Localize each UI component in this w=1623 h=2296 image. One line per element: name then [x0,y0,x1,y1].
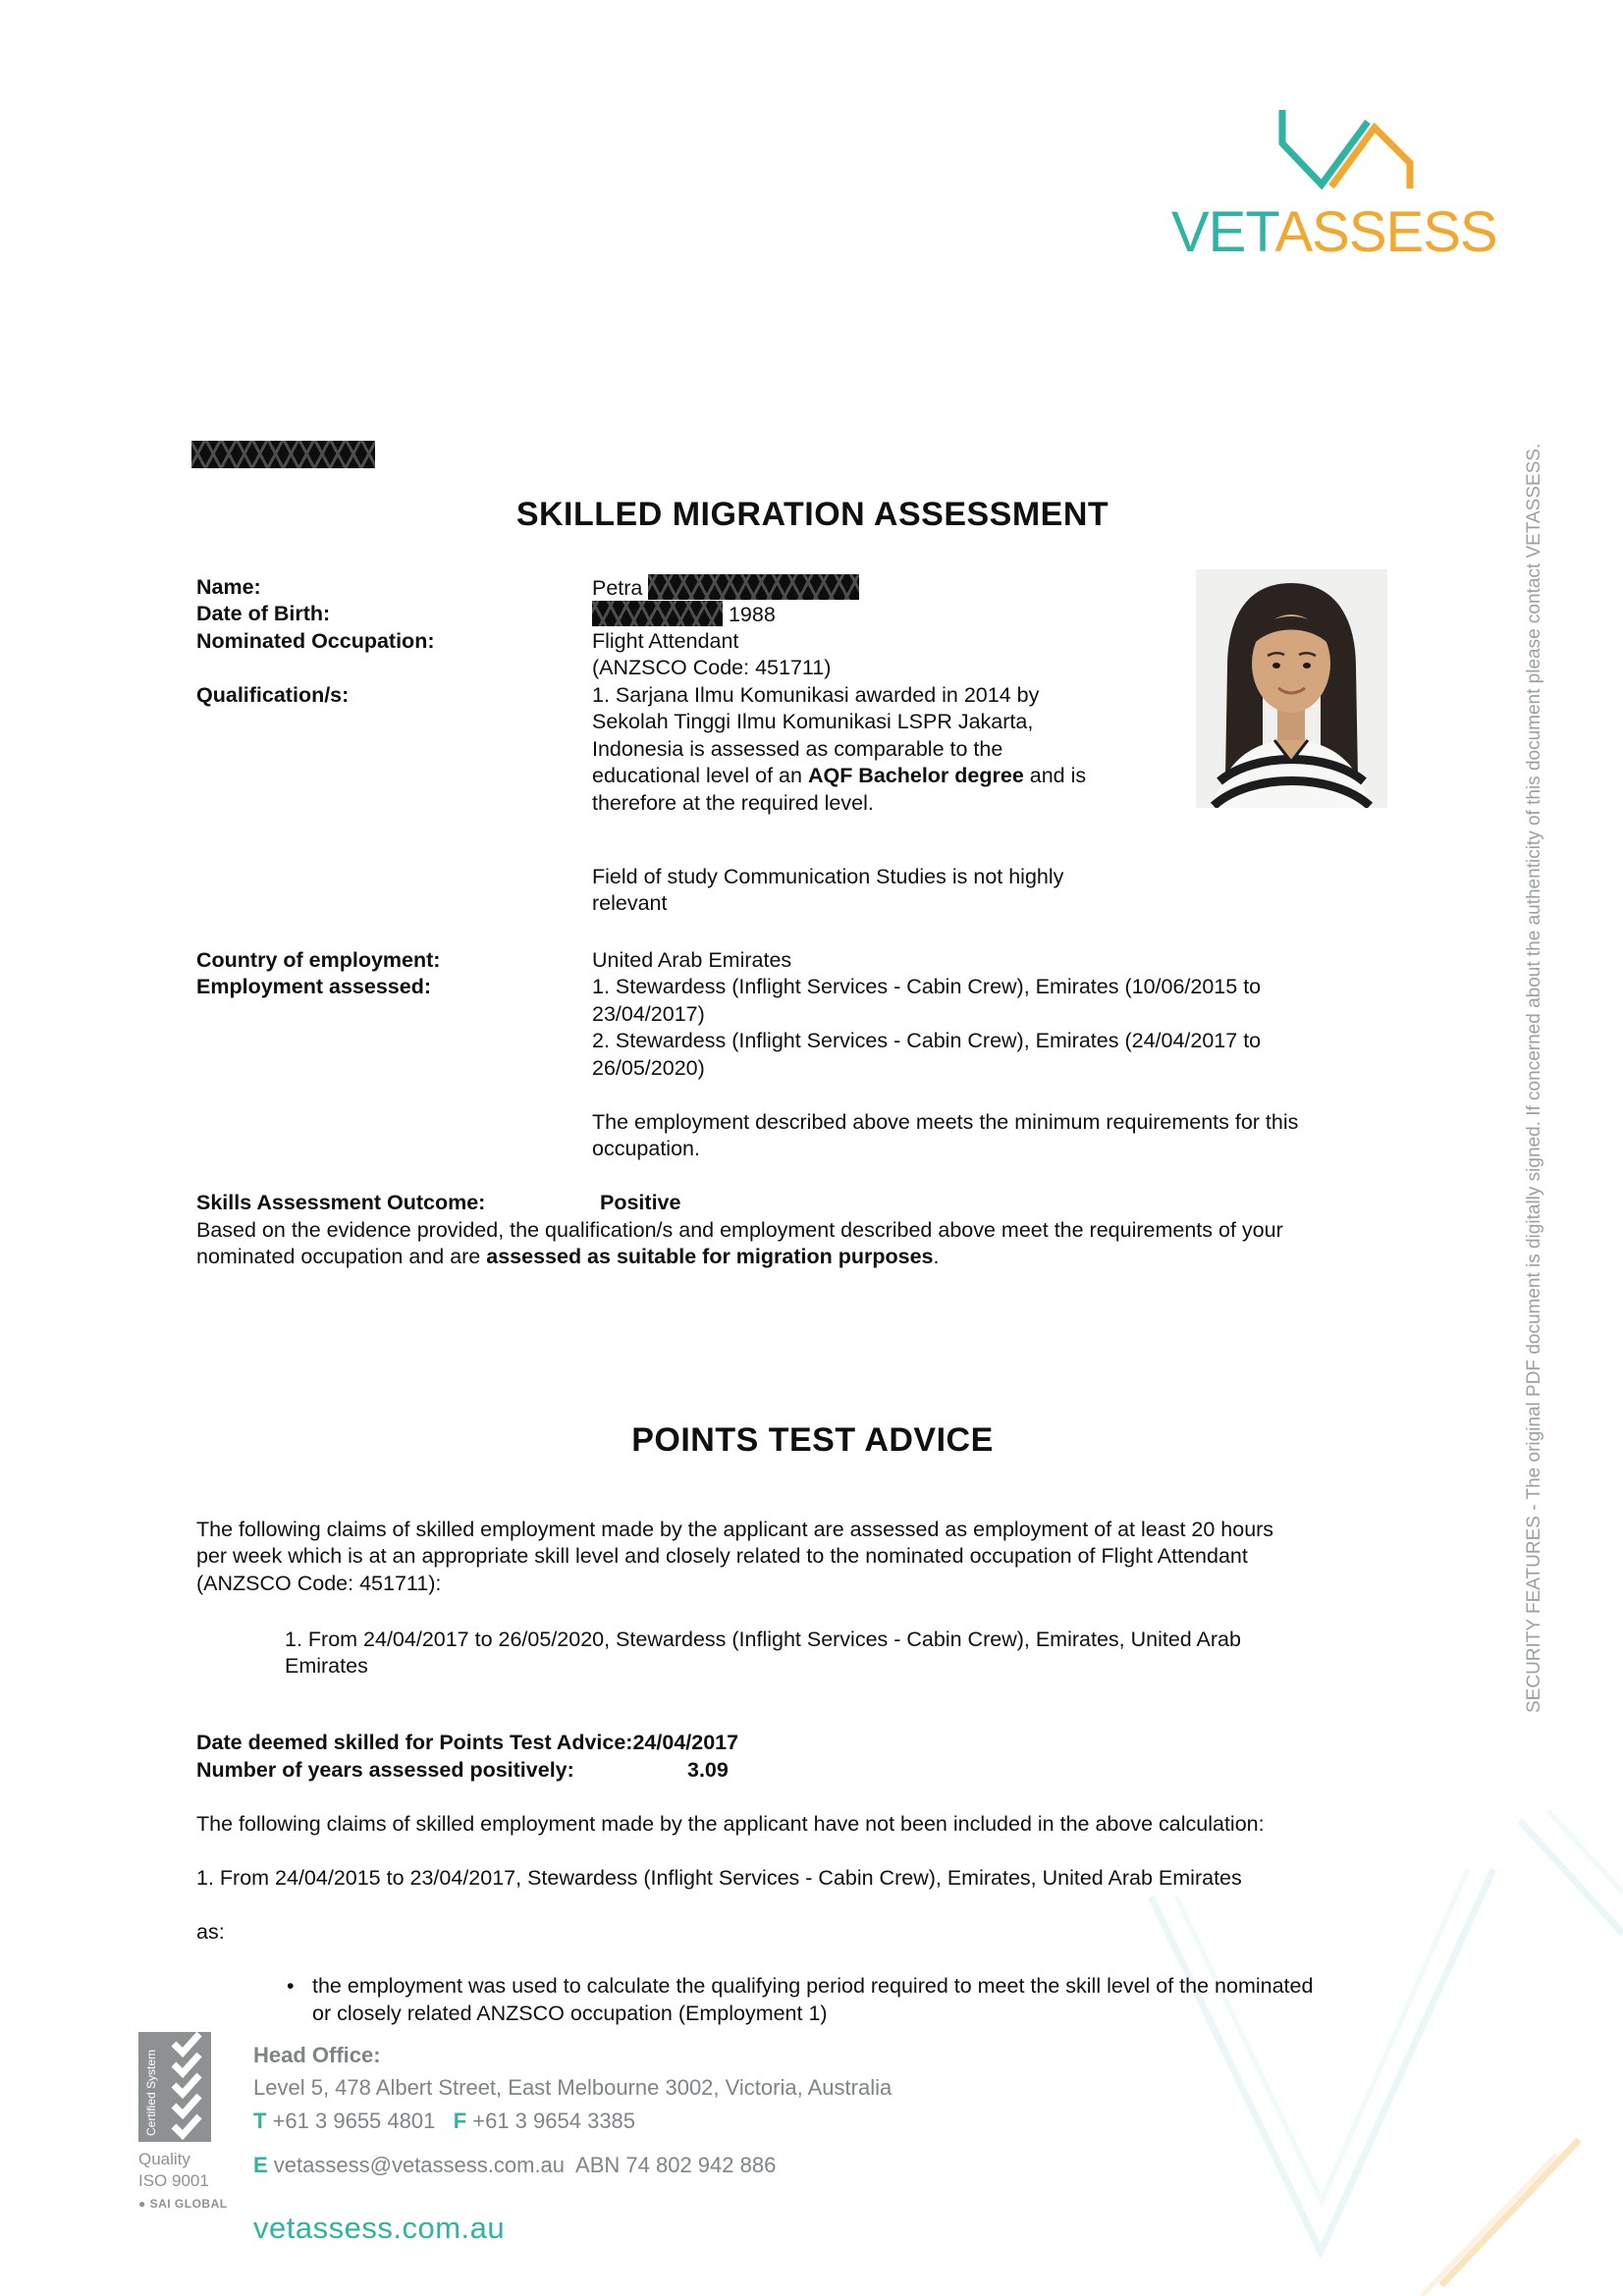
points-para1-line-1: The following claims of skilled employment made by the applicant are assessed as employment of at least 20 hours [196,1518,1274,1541]
dob-visible-text: 1988 [723,603,776,626]
points-item1-line-1: 1. From 24/04/2017 to 26/05/2020, Stewardess (Inflight Services - Cabin Crew), Emirates, United Arab [285,1628,1241,1651]
as-text: as: [196,1920,225,1944]
head-office-label: Head Office: [253,2043,381,2067]
email-row [253,2152,776,2178]
bullet-line-2: or closely related ANZSCO occupation (Employment 1) [312,2002,828,2025]
redaction-box-dob [592,601,723,626]
phone-f-icon: F [453,2109,467,2133]
points-item2: 1. From 24/04/2015 to 23/04/2017, Stewardess (Inflight Services - Cabin Crew), Emirates, United Arab Emirates [196,1866,1242,1890]
date-deemed-row [196,1730,738,1756]
qualification-line-4 [592,763,1086,789]
badge-vertical-text: Certified System [144,2049,158,2136]
employment-label: Employment assessed: [196,975,431,998]
qualification-line-3: Indonesia is assessed as comparable to the [592,737,1003,761]
country-label: Country of employment: [196,948,441,972]
points-title: POINTS TEST ADVICE [631,1421,994,1459]
bullet-line-1: the employment was used to calculate the qualifying period required to meet the skill level of the nominated [312,1974,1314,1998]
phone-row [253,2108,635,2134]
phone-t-number: +61 3 9655 4801 [266,2109,436,2133]
country-value: United Arab Emirates [592,948,792,972]
redaction-box-name [648,574,859,600]
qualification-line-2: Sekolah Tinggi Ilmu Komunikasi LSPR Jakarta, [592,710,1034,733]
badge-iso-text: ISO 9001 [138,2171,209,2190]
badge-quality-text: Quality [138,2150,190,2168]
qualification-line-4-bold: AQF Bachelor degree [807,764,1024,787]
vetassess-logo-mark [1274,94,1430,200]
email-gap [565,2153,575,2177]
name-value [592,574,859,602]
qualification-line-4-post: and is [1023,764,1087,787]
employment-line-1: 1. Stewardess (Inflight Services - Cabin Crew), Emirates (10/06/2015 to [592,975,1262,998]
phone-gap [435,2109,453,2133]
employment-note-line-2: occupation. [592,1137,700,1160]
vetassess-logo-text [1171,199,1497,265]
head-office-address: Level 5, 478 Albert Street, East Melbourne 3002, Victoria, Australia [253,2075,893,2100]
points-para1-line-3: (ANZSCO Code: 451711): [196,1572,442,1595]
phone-f-number: +61 3 9654 3385 [466,2109,636,2133]
logo-assess: ASSESS [1274,200,1497,264]
name-label: Name: [196,575,261,599]
abn-text: ABN 74 802 942 886 [575,2153,777,2177]
page-title: SKILLED MIGRATION ASSESSMENT [515,496,1109,533]
employment-line-3: 2. Stewardess (Inflight Services - Cabin Crew), Emirates (24/04/2017 to [592,1029,1262,1052]
email-icon: E [253,2153,268,2177]
applicant-photo [1196,569,1387,808]
occupation-label: Nominated Occupation: [196,629,435,653]
outcome-para-bold: assessed as suitable for migration purposes [486,1245,934,1268]
outcome-para-post: . [933,1245,940,1268]
outcome-para-line-1: Based on the evidence provided, the qualification/s and employment described above meet the requirements of your [196,1218,1283,1242]
website-link[interactable]: vetassess.com.au [253,2211,506,2245]
dob-label: Date of Birth: [196,602,331,625]
points-para1-line-2: per week which is at an appropriate skill level and closely related to the nominated occupation of Flight Attendant [196,1544,1248,1568]
qualification-line-4-pre: educational level of an [592,764,808,787]
years-label: Number of years assessed positively: [196,1758,574,1782]
field-of-study-line-2: relevant [592,891,668,915]
date-deemed-value: 24/04/2017 [632,1731,739,1754]
redaction-box-header [191,441,375,468]
occupation-code: (ANZSCO Code: 451711) [592,656,832,679]
outcome-value: Positive [600,1191,681,1214]
logo-vet: VET [1171,200,1275,264]
employment-note-line-1: The employment described above meets the minimum requirements for this [592,1110,1299,1134]
outcome-para-line-2 [196,1244,939,1270]
name-visible-text: Petra [592,576,649,600]
security-features-note: SECURITY FEATURES - The original PDF document is digitally signed. If concerned about the authenticity of this document please contact VETASSESS. [1524,443,1544,1713]
qualification-label: Qualification/s: [196,683,350,707]
points-para2: The following claims of skilled employment made by the applicant have not been included in the above calculation: [196,1812,1265,1836]
field-of-study-line-1: Field of study Communication Studies is not highly [592,865,1064,888]
phone-t-icon: T [253,2109,267,2133]
years-value: 3.09 [687,1758,729,1782]
iso-certification-badge [138,2032,215,2145]
employment-line-4: 26/05/2020) [592,1056,705,1080]
occupation-value: Flight Attendant [592,629,739,653]
employment-line-2: 23/04/2017) [592,1002,705,1026]
qualification-line-1: 1. Sarjana Ilmu Komunikasi awarded in 2014 by [592,683,1040,707]
outcome-para-pre: nominated occupation and are [196,1245,487,1268]
bullet-glyph: • [287,1974,295,1998]
dob-value [592,601,776,628]
date-deemed-label: Date deemed skilled for Points Test Advice: [196,1731,633,1754]
outcome-label: Skills Assessment Outcome: [196,1191,486,1214]
badge-sai-global-text: ● SAI GLOBAL [138,2197,228,2211]
badge-sai-global-label: SAI GLOBAL [149,2197,228,2211]
qualification-line-5: therefore at the required level. [592,791,874,815]
points-item1-line-2: Emirates [285,1654,368,1678]
email-address[interactable]: vetassess@vetassess.com.au [267,2153,566,2177]
